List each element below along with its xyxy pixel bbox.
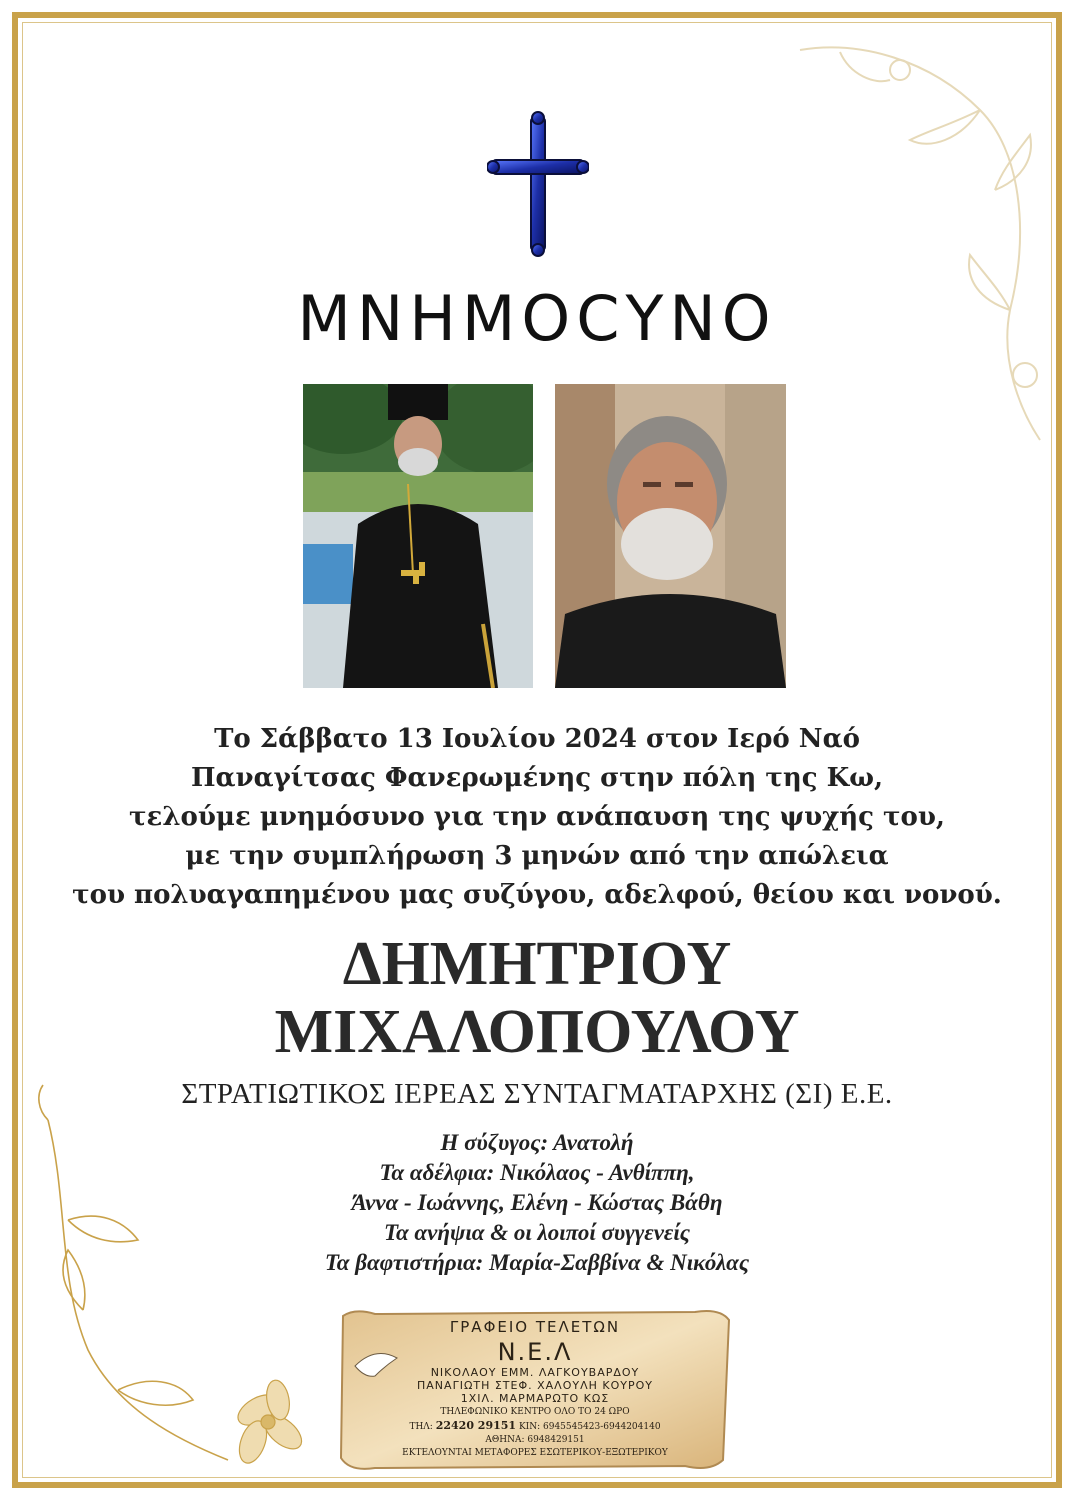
intro-line: Το Σάββατο 13 Ιουλίου 2024 στον Ιερό Ναό: [214, 724, 860, 754]
funeral-office-address: 1ΧΙΛ. ΜΑΡΜΑΡΩΤΟ ΚΩΣ: [460, 1392, 610, 1405]
intro-line: τελούμε μνημόσυνο για την ανάπαυση της ψυχής του,: [129, 802, 945, 832]
funeral-office-heading: ΓΡΑΦΕΙΟ ΤΕΛΕΤΩΝ: [449, 1318, 621, 1336]
photo-priest-portrait: [555, 384, 786, 688]
family-line: Η σύζυγος: Ανατολή: [440, 1130, 634, 1155]
funeral-office-text: [345, 1318, 725, 1460]
deceased-rank: ΣΤΡΑΤΙΩΤΙΚΟΣ ΙΕΡΕΑΣ ΣΥΝΤΑΓΜΑΤΑΡΧΗΣ (ΣΙ) Ε.Ε.: [181, 1078, 893, 1110]
deceased-first-name: ΔΗΜΗΤΡΙΟΥ: [342, 930, 732, 998]
funeral-office-owner: ΠΑΝΑΓΙΩΤΗ ΣΤΕΦ. ΧΑΛΟΥΛΗ ΚΟΥΡΟΥ: [417, 1379, 653, 1392]
cross-icon: [487, 110, 589, 258]
intro-line: του πολυαγαπημένου μας συζύγου, αδελφού, θείου και νονού.: [72, 880, 1002, 910]
intro-line: με την συμπλήρωση 3 μηνών από την απώλεια: [185, 841, 889, 871]
intro-line: Παναγίτσας Φανερωμένης στην πόλη της Κω,: [190, 763, 884, 793]
phone-label: ΤΗΛ:: [409, 1422, 433, 1432]
family-line: Τα βαφτιστήρια: Μαρία-Σαββίνα & Νικόλας: [324, 1250, 750, 1275]
funeral-office-hours: ΤΗΛΕΦΩΝΙΚΟ ΚΕΝΤΡΟ ΟΛΟ ΤΟ 24 ΩΡΟ: [440, 1407, 630, 1417]
funeral-office-owner: ΝΙΚΟΛΑΟΥ ΕΜΜ. ΛΑΓΚΟΥΒΑΡΔΟΥ: [430, 1366, 640, 1379]
athens-phone: ΑΘΗΝΑ: 6948429151: [485, 1435, 585, 1445]
family-line: Άννα - Ιωάννης, Ελένη - Κώστας Βάθη: [351, 1190, 723, 1215]
page-title: ΜΝΗΜΟϹΥΝΟ: [297, 282, 777, 355]
intro-text: [60, 720, 1014, 915]
deceased-name: [0, 930, 1074, 1066]
deceased-last-name: ΜΙΧΑΛΟΠΟΥΛΟΥ: [274, 998, 800, 1066]
phone-number: 22420 29151: [435, 1419, 517, 1432]
family-line: Τα ανήψια & οι λοιποί συγγενείς: [384, 1220, 690, 1245]
family-line: Τα αδέλφια: Νικόλαος - Ανθίππη,: [379, 1160, 695, 1185]
mobile-numbers: ΚΙΝ: 6945545423-6944204140: [518, 1422, 661, 1432]
funeral-office-phones: [345, 1419, 725, 1434]
transfers-note: ΕΚΤΕΛΟΥΝΤΑΙ ΜΕΤΑΦΟΡΕΣ ΕΣΩΤΕΡΙΚΟΥ-ΕΞΩΤΕΡΙΚΟΥ: [402, 1448, 668, 1458]
family-list: [0, 1128, 1074, 1278]
floral-ornament-top-right: [780, 30, 1050, 450]
photo-priest-outdoor: [303, 384, 533, 688]
funeral-office-name: Ν.Ε.Λ: [497, 1338, 573, 1366]
